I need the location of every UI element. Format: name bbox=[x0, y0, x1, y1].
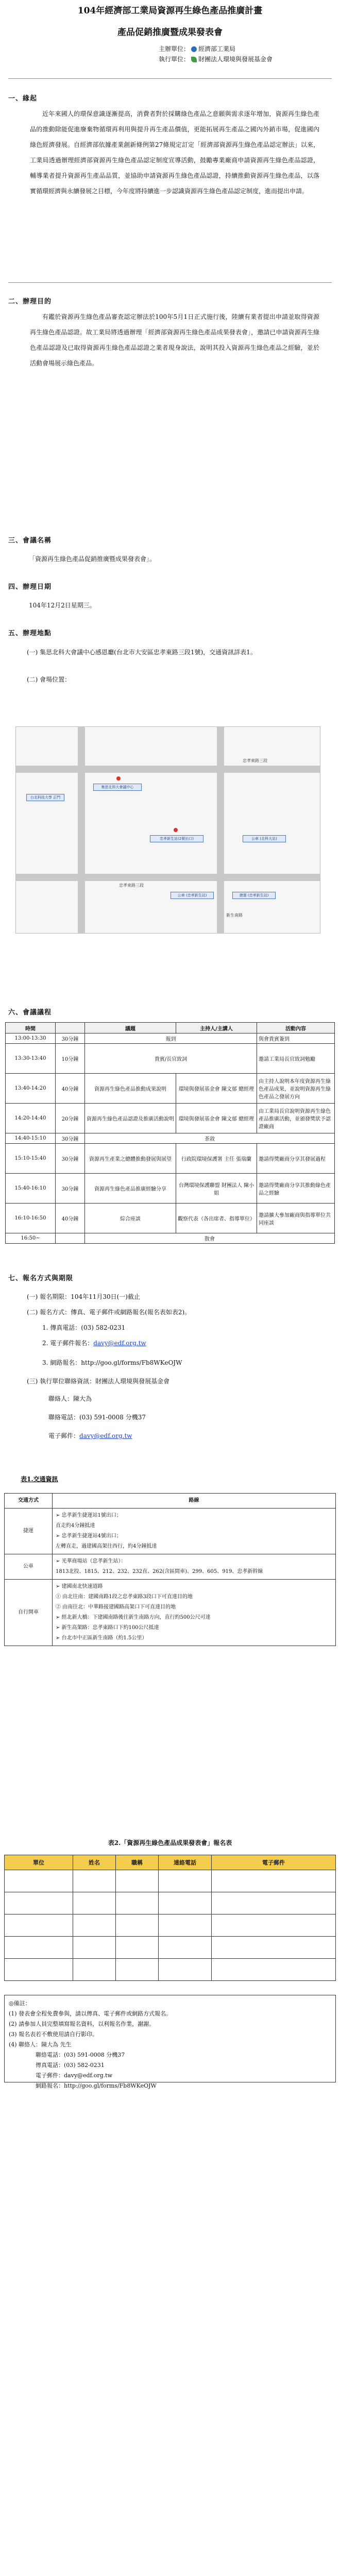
reg-online[interactable]: 3. 網路報名：http://goo.gl/forms/Fb8WKeOJW bbox=[42, 1359, 182, 1366]
form-row bbox=[5, 1870, 336, 1892]
form-cell-phone[interactable] bbox=[159, 1892, 212, 1914]
form-row bbox=[5, 1937, 336, 1959]
table-header-row bbox=[5, 1855, 336, 1870]
exec-value: 財團法人環境與發展基金會 bbox=[198, 56, 273, 63]
agenda-topic: 散會 bbox=[85, 1233, 335, 1244]
map-mrt-box: 捷運 (忠孝新生站) bbox=[232, 892, 276, 899]
section-heading: 七、報名方式與期限 bbox=[8, 1275, 74, 1282]
divider bbox=[8, 282, 332, 283]
agenda-content: 邀請得獎廠商分享其發展過程 bbox=[257, 1144, 335, 1174]
table-row bbox=[6, 1033, 335, 1044]
table-header-cell: 路線 bbox=[53, 1494, 336, 1509]
venue-location-label: (二) 會場位置： bbox=[27, 676, 71, 683]
agenda-time: 14:20-14:40 bbox=[6, 1104, 56, 1133]
route-line: ➢ 光華商場站（忠孝新生站）： bbox=[56, 1558, 126, 1564]
section-heading: 四、辦理日期 bbox=[8, 583, 52, 591]
table-header-cell: 姓名 bbox=[73, 1855, 116, 1870]
transport-routes bbox=[53, 1554, 336, 1580]
meeting-date: 104年12月2日星期三。 bbox=[29, 602, 96, 609]
document-subtitle: 產品促銷推廣暨成果發表會 bbox=[117, 27, 223, 38]
contact-person: 聯絡人：陳大為 bbox=[48, 1395, 92, 1402]
notes-title: ◎備註： bbox=[9, 2000, 31, 2007]
host-value: 經濟部工業局 bbox=[198, 45, 236, 53]
table2-title: 表2.「資源再生綠色產品成果發表會」報名表 bbox=[108, 1839, 232, 1846]
form-row bbox=[5, 1892, 336, 1914]
form-cell-email[interactable] bbox=[212, 1870, 336, 1892]
note-line: 網路報名：http://goo.gl/forms/Fb8WKeOJW bbox=[36, 2082, 157, 2089]
document-title: 104年經濟部工業局資源再生綠色產品推廣計畫 bbox=[77, 6, 263, 16]
form-row bbox=[5, 1959, 336, 1981]
agenda-content: 與會貴賓簽到 bbox=[257, 1033, 335, 1044]
agenda-time: 16:10-16:50 bbox=[6, 1204, 56, 1233]
table-header-cell: 活動內容 bbox=[257, 1023, 335, 1033]
reg-fax: 1. 傳真電話：(03) 582-0231 bbox=[42, 1324, 126, 1331]
agenda-duration: 10分鐘 bbox=[56, 1044, 85, 1074]
section-body: 有鑑於資源再生綠色產品審查認定辦法於100年5月1日正式施行後，陸續有業者提出申請並取得資源再生綠色產品認證。故工業局將透過辦理「經濟部資源再生綠色產品成果發表會」，邀請已申請資源再生綠色產品認證及已取得資源再生綠色產品認證之業者現身說法，說明其投入資源再生綠色產品之經驗，並於活動會場展示綠色產品。 bbox=[30, 313, 319, 367]
table-row bbox=[6, 1204, 335, 1233]
agenda-content: 邀請擴大參加廠商與指導單位共同座談 bbox=[257, 1204, 335, 1233]
table-header-cell: 交通方式 bbox=[5, 1494, 53, 1509]
agenda-content: 邀請工業局長官致詞勉勵 bbox=[257, 1044, 335, 1074]
map-bus-box: 公車 (北科大站) bbox=[243, 835, 286, 842]
form-cell-phone[interactable] bbox=[159, 1914, 212, 1937]
table1-title: 表1.交通資訊 bbox=[21, 1476, 58, 1483]
map-road-label: 新生南路 bbox=[226, 913, 243, 918]
agenda-duration bbox=[56, 1233, 85, 1244]
route-line: ① 由北往南：建國南路1段之忠孝東路3段口下可直達目的地 bbox=[56, 1594, 193, 1600]
table-header-cell: 連絡電話 bbox=[159, 1855, 212, 1870]
transport-routes bbox=[53, 1509, 336, 1554]
note-line: (1) 發表會全程免費參與，請以傳真、電子郵件或網路方式報名。 bbox=[9, 2010, 172, 2017]
exec-label: 執行單位： bbox=[158, 56, 190, 63]
section-heading: 三、會議名稱 bbox=[8, 537, 52, 545]
reg-email-label: 2. 電子郵件報名： bbox=[42, 1340, 94, 1347]
form-cell-title[interactable] bbox=[116, 1870, 159, 1892]
meeting-name: 「資源再生綠色產品促銷推廣暨成果發表會」。 bbox=[29, 555, 156, 563]
table-header-cell: 議題 bbox=[85, 1023, 176, 1033]
agenda-time: 14:40-15:10 bbox=[6, 1133, 56, 1144]
map-road bbox=[78, 727, 85, 933]
form-cell-title[interactable] bbox=[116, 1914, 159, 1937]
agenda-time: 16:50~ bbox=[6, 1233, 56, 1244]
agenda-time: 13:30-13:40 bbox=[6, 1044, 56, 1074]
agenda-content: 由工業局長官說明資源再生綠色產品推廣活動，並頒發獎狀予認證廠商 bbox=[257, 1104, 335, 1133]
contact-email-label: 電子郵件： bbox=[48, 1432, 80, 1439]
map-road bbox=[16, 874, 320, 881]
route-line: ➢ 新生高架路：忠孝東路口下約100公尺抵達 bbox=[56, 1625, 159, 1631]
map-gate-box: 台北科技大學 正門 bbox=[26, 794, 64, 801]
form-cell-name[interactable] bbox=[73, 1959, 116, 1981]
agenda-content: 由主持人說明本年度資源再生綠色產品成果，並說明資源再生綠色產品之發展方向 bbox=[257, 1074, 335, 1104]
contact-email-row bbox=[48, 1431, 132, 1440]
form-cell-phone[interactable] bbox=[159, 1937, 212, 1959]
agenda-topic: 資源再生產業之總體推動發展與展望 bbox=[85, 1144, 176, 1174]
form-cell-phone[interactable] bbox=[159, 1959, 212, 1981]
table-row bbox=[6, 1144, 335, 1174]
agenda-topic: 資源再生綠色產品認證及推廣活動說明 bbox=[85, 1104, 176, 1133]
route-line: 左轉直走，過建國高架往西行，約4分鐘抵達 bbox=[56, 1544, 157, 1549]
route-line: ➢ 忠孝新生捷運站1號出口； bbox=[56, 1513, 122, 1518]
table-row bbox=[6, 1233, 335, 1244]
form-cell-name[interactable] bbox=[73, 1892, 116, 1914]
agenda-time: 13:00-13:30 bbox=[6, 1033, 56, 1044]
table-header-row bbox=[5, 1494, 336, 1509]
registration-form-table bbox=[4, 1855, 336, 1981]
map-venue-box: 集思北科大會議中心 bbox=[93, 784, 142, 791]
station-pin-icon bbox=[174, 828, 178, 832]
form-cell-unit[interactable] bbox=[5, 1937, 73, 1959]
form-cell-name[interactable] bbox=[73, 1914, 116, 1937]
section-heading: 六、會議議程 bbox=[8, 1009, 52, 1016]
route-line: ➢ 經北新大橋：下建國南路後往新生南路方向，直行約500公尺可達 bbox=[56, 1615, 211, 1620]
agenda-content: 邀請得獎廠商分享其推動綠色產品之經驗 bbox=[257, 1174, 335, 1204]
section-heading: 五、辦理地點 bbox=[8, 630, 52, 637]
note-line: 傳真電話：(03) 582-0231 bbox=[36, 2062, 105, 2069]
notes-box bbox=[4, 1995, 336, 2089]
agenda-time: 15:40-16:10 bbox=[6, 1174, 56, 1204]
divider bbox=[8, 78, 332, 79]
route-line: ➢ 台北市中正區新生南路（約1.5公里） bbox=[56, 1635, 147, 1641]
map-station-box: 忠孝新生站(2號出口) bbox=[150, 835, 203, 842]
agenda-host: 台灣環境保護聯盟 財團法人 陳小姐 bbox=[176, 1174, 257, 1204]
map-road-label: 忠孝東路三段 bbox=[243, 758, 267, 763]
reg-email-row bbox=[42, 1338, 146, 1347]
form-cell-name[interactable] bbox=[73, 1870, 116, 1892]
note-line: (2) 請參加人員完整填寫報名資料，以利報名作業，謝謝。 bbox=[9, 2021, 155, 2027]
table-header-cell: 單位 bbox=[5, 1855, 73, 1870]
note-line: 聯絡電話：(03) 591-0008 分機37 bbox=[36, 2052, 125, 2058]
form-cell-unit[interactable] bbox=[5, 1892, 73, 1914]
map-road-label: 忠孝東路三段 bbox=[119, 883, 144, 888]
transport-mode: 公車 bbox=[5, 1554, 53, 1580]
table-header-cell bbox=[56, 1023, 85, 1033]
reg-email-link[interactable]: davy@edf.org.tw bbox=[93, 1340, 146, 1347]
transport-mode: 捷運 bbox=[5, 1509, 53, 1554]
section-heading: 一、緣起 bbox=[8, 95, 38, 103]
form-cell-phone[interactable] bbox=[159, 1870, 212, 1892]
table-header-cell: 主持人/主講人 bbox=[176, 1023, 257, 1033]
form-cell-title[interactable] bbox=[116, 1937, 159, 1959]
host-row bbox=[155, 44, 235, 53]
agenda-topic: 貴賓/長官致詞 bbox=[85, 1044, 257, 1074]
agenda-topic: 綜合座談 bbox=[85, 1204, 176, 1233]
route-line: ➢ 建國南北快速道路 bbox=[56, 1584, 103, 1589]
table-row bbox=[5, 1554, 336, 1580]
reg-deadline: (一) 報名期限：104年11月30日(一)截止 bbox=[27, 1293, 140, 1300]
route-line: 直走約4分鐘抵達 bbox=[56, 1523, 95, 1529]
map-road bbox=[16, 766, 320, 773]
form-cell-title[interactable] bbox=[116, 1892, 159, 1914]
form-cell-email[interactable] bbox=[212, 1937, 336, 1959]
transport-mode: 自行開車 bbox=[5, 1580, 53, 1646]
moea-logo-icon bbox=[191, 46, 197, 52]
table-header-cell: 時間 bbox=[6, 1023, 56, 1033]
venue-text: (一) 集思北科大會議中心感恩廳(台北市大安區忠孝東路三段1號)，交通資訊詳表1。 bbox=[27, 649, 257, 656]
agenda-duration: 30分鐘 bbox=[56, 1144, 85, 1174]
table-row bbox=[6, 1074, 335, 1104]
agenda-host: 環境與發展基金會 陳文郁 總經理 bbox=[176, 1104, 257, 1133]
agenda-duration: 30分鐘 bbox=[56, 1133, 85, 1144]
agenda-topic: 資源再生綠色產品推動成果說明 bbox=[85, 1074, 176, 1104]
agenda-host: 行政院環境保護署 主任 張瑞蘭 bbox=[176, 1144, 257, 1174]
contact-phone: 聯絡電話：(03) 591-0008 分機37 bbox=[48, 1414, 146, 1421]
contact-org: (三) 執行單位聯絡資訊：財團法人環境與發展基金會 bbox=[27, 1378, 170, 1385]
agenda-duration: 20分鐘 bbox=[56, 1104, 85, 1133]
table-row bbox=[5, 1580, 336, 1646]
table-row bbox=[6, 1133, 335, 1144]
agenda-topic: 報到 bbox=[85, 1033, 257, 1044]
route-line: ➢ 忠孝新生捷運站4號出口； bbox=[56, 1533, 122, 1539]
map-road bbox=[217, 727, 224, 933]
form-cell-email[interactable] bbox=[212, 1914, 336, 1937]
agenda-time: 15:10-15:40 bbox=[6, 1144, 56, 1174]
route-line: ② 由南往北：中華路接建國路高架口下可直達目的地 bbox=[56, 1604, 176, 1610]
table-row bbox=[5, 1509, 336, 1554]
form-cell-name[interactable] bbox=[73, 1937, 116, 1959]
edf-logo-icon bbox=[191, 57, 197, 62]
form-row bbox=[5, 1914, 336, 1937]
form-cell-unit[interactable] bbox=[5, 1959, 73, 1981]
note-line: 電子郵件：davy@edf.org.tw bbox=[36, 2072, 113, 2079]
map-bus-box: 公車 (忠孝新生站) bbox=[171, 892, 214, 899]
agenda-duration: 30分鐘 bbox=[56, 1174, 85, 1204]
venue-map bbox=[15, 726, 320, 934]
agenda-time: 13:40-14:20 bbox=[6, 1074, 56, 1104]
agenda-duration: 30分鐘 bbox=[56, 1033, 85, 1044]
form-cell-unit[interactable] bbox=[5, 1870, 73, 1892]
form-cell-email[interactable] bbox=[212, 1959, 336, 1981]
table-row bbox=[6, 1044, 335, 1074]
form-cell-email[interactable] bbox=[212, 1892, 336, 1914]
table-header-row bbox=[6, 1023, 335, 1033]
agenda-table bbox=[5, 1022, 335, 1244]
agenda-duration: 40分鐘 bbox=[56, 1204, 85, 1233]
transport-table bbox=[4, 1493, 336, 1646]
section-heading: 二、辦理目的 bbox=[8, 298, 52, 306]
agenda-topic: 茶敘 bbox=[85, 1133, 335, 1144]
venue-pin-icon bbox=[116, 776, 121, 781]
host-label: 主辦單位： bbox=[158, 45, 190, 53]
agenda-topic: 資源再生綠色產品推廣經驗分享 bbox=[85, 1174, 176, 1204]
agenda-duration: 40分鐘 bbox=[56, 1074, 85, 1104]
section-body: 近年來國人的環保意識逐漸提高，消費者對於採購綠色產品之意願與需求逐年增加，資源再生綠色產品的推動除能促進廢棄物循環再利用與提升再生產品價值，更能拓展再生產品之國內外銷市場，促進國內綠色經濟發展。自經濟部依據產業創新條例第27條規定訂定「經濟部資源再生綠色產品認定辦法」以來，工業局透過辦理經濟部資源再生綠色產品認定制度宣導活動，鼓勵專業廠商申請資源再生綠色產品認證，輔導業者提升資源再生產品品質，並協助申請資源再生綠色產品認證，持續推動資源再生綠色產品，以落實循環經濟與永續發展之目標，今年度將持續進一步認識資源再生綠色產品認定制度，進而提出申請。 bbox=[30, 110, 319, 195]
contact-email-link[interactable]: davy@edf.org.tw bbox=[79, 1432, 132, 1439]
exec-row bbox=[155, 55, 273, 63]
route-line: 1813北投、1815、212、232、232直、262(含區間車)、299、605、919、忠孝新幹線 bbox=[56, 1569, 263, 1574]
reg-method: (二) 報名方式：傳真、電子郵件或網路報名(報名表如表2)。 bbox=[27, 1309, 191, 1316]
note-line: (4) 聯絡人：陳大為 先生 bbox=[9, 2041, 72, 2048]
table-row bbox=[6, 1174, 335, 1204]
table-header-cell: 職稱 bbox=[116, 1855, 159, 1870]
agenda-host: 環境與發展基金會 陳文郁 總經理 bbox=[176, 1074, 257, 1104]
agenda-host: 觀察代表（各出席者、指導單位） bbox=[176, 1204, 257, 1233]
form-cell-title[interactable] bbox=[116, 1959, 159, 1981]
table-row bbox=[6, 1104, 335, 1133]
transport-routes bbox=[53, 1580, 336, 1646]
note-line: (3) 報名表若不敷使用請自行影印。 bbox=[9, 2031, 98, 2038]
table-header-cell: 電子郵件 bbox=[212, 1855, 336, 1870]
form-cell-unit[interactable] bbox=[5, 1914, 73, 1937]
